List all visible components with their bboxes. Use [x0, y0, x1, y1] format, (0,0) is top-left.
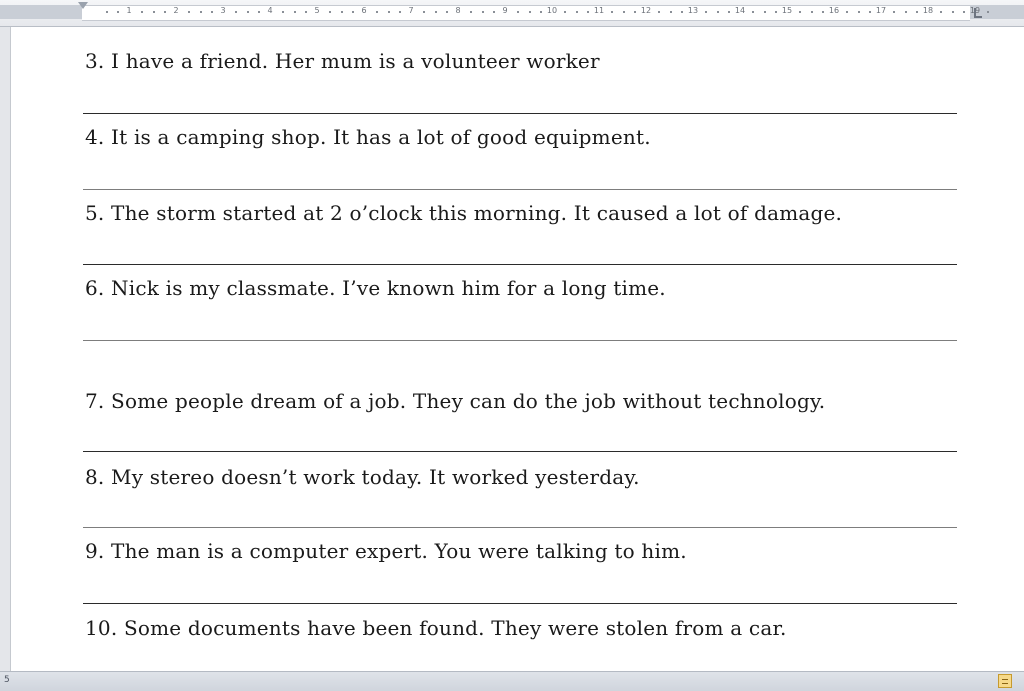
ruler-left-margin [0, 5, 82, 19]
question-5[interactable] [85, 201, 842, 225]
ruler-tick-mark [282, 11, 284, 13]
ruler-tick-mark [858, 11, 860, 13]
ruler-tick-mark [728, 11, 730, 13]
question-text: It is a camping shop. It has a lot of good equipment. [111, 125, 651, 149]
ruler-tick-mark [258, 11, 260, 13]
ruler-tick-label: 2 [173, 6, 179, 15]
ruler-tick-label: 17 [875, 6, 887, 15]
ruler-tick-mark [540, 11, 542, 13]
ruler-tick-mark [517, 11, 519, 13]
ruler-tick-mark [846, 11, 848, 13]
ruler-tick-mark [482, 11, 484, 13]
ruler-tick-mark [658, 11, 660, 13]
ruler-tick-mark [869, 11, 871, 13]
ruler-tick-label: 11 [593, 6, 605, 15]
ruler-tick-label: 16 [828, 6, 840, 15]
question-text: Some documents have been found. They were stolen from a car. [123, 616, 787, 640]
ruler-tick-mark [247, 11, 249, 13]
question-number: 6. [85, 276, 105, 300]
ruler-tick-mark [670, 11, 672, 13]
ruler-tick-mark [341, 11, 343, 13]
page-indicator[interactable]: 5 [4, 675, 10, 685]
question-text: The storm started at 2 o’clock this morning. It caused a lot of damage. [111, 201, 843, 225]
ruler-tick-label: 12 [640, 6, 652, 15]
ruler-tick-mark [200, 11, 202, 13]
question-text: I have a friend. Her mum is a volunteer worker [111, 49, 600, 73]
ruler-tick-label: 13 [687, 6, 699, 15]
question-number: 7. [85, 389, 105, 413]
question-number: 8. [85, 465, 105, 489]
ruler-tick-mark [811, 11, 813, 13]
ruler-tick-mark [905, 11, 907, 13]
ruler-tick-label: 14 [734, 6, 746, 15]
ruler-tick-label: 5 [314, 6, 320, 15]
question-number: 10. [85, 616, 118, 640]
question-number: 3. [85, 49, 105, 73]
ruler-tick-mark [352, 11, 354, 13]
ruler-tick-label: 19 [969, 6, 981, 15]
question-9[interactable] [85, 539, 687, 563]
status-bar [0, 671, 1024, 691]
ruler-tick-mark [305, 11, 307, 13]
ruler-tick-mark [211, 11, 213, 13]
ruler-tick-mark [446, 11, 448, 13]
ruler-tick-mark [775, 11, 777, 13]
ruler-tick-mark [435, 11, 437, 13]
ruler-tick-mark [470, 11, 472, 13]
ruler-tick-mark [388, 11, 390, 13]
vertical-ruler [0, 27, 11, 671]
ruler-tick-label: 7 [408, 6, 414, 15]
ruler-tick-mark [188, 11, 190, 13]
question-8[interactable] [85, 465, 640, 489]
ruler-tick-mark [681, 11, 683, 13]
ruler-tick-mark [493, 11, 495, 13]
question-4[interactable] [85, 125, 651, 149]
answer-line[interactable] [83, 264, 957, 265]
ruler-tick-mark [752, 11, 754, 13]
indent-marker-icon[interactable] [78, 2, 88, 9]
ruler-tick-label: 9 [502, 6, 508, 15]
ruler-tick-mark [916, 11, 918, 13]
ruler-tick-label: 15 [781, 6, 793, 15]
answer-line[interactable] [83, 113, 957, 114]
answer-line[interactable] [83, 451, 957, 452]
answer-line[interactable] [83, 340, 957, 341]
ruler-tick-mark [141, 11, 143, 13]
ruler-tick-mark [587, 11, 589, 13]
ruler-tick-mark [576, 11, 578, 13]
ruler-tick-mark [799, 11, 801, 13]
ruler-tick-mark [940, 11, 942, 13]
ruler-tick-mark [963, 11, 965, 13]
ruler-tick-label: 4 [267, 6, 273, 15]
ruler-tick-mark [623, 11, 625, 13]
question-10[interactable] [85, 616, 787, 640]
ruler-tick-mark [106, 11, 108, 13]
ruler-tick-mark [399, 11, 401, 13]
ruler-tick-mark [611, 11, 613, 13]
ruler-tick-mark [235, 11, 237, 13]
question-number: 5. [85, 201, 105, 225]
horizontal-ruler[interactable] [0, 0, 1024, 27]
ruler-tick-mark [634, 11, 636, 13]
ruler-tick-mark [117, 11, 119, 13]
view-mode-icon[interactable] [998, 674, 1012, 688]
ruler-tick-mark [329, 11, 331, 13]
answer-line[interactable] [83, 527, 957, 528]
ruler-tick-mark [423, 11, 425, 13]
document-page[interactable] [11, 27, 1024, 671]
ruler-tick-mark [153, 11, 155, 13]
question-7[interactable] [85, 389, 825, 413]
ruler-tick-mark [893, 11, 895, 13]
ruler-tick-mark [822, 11, 824, 13]
ruler-tick-label: 1 [126, 6, 132, 15]
ruler-tick-mark [529, 11, 531, 13]
ruler-tick-mark [564, 11, 566, 13]
ruler-tick-mark [952, 11, 954, 13]
ruler-tick-label: 18 [922, 6, 934, 15]
question-text: The man is a computer expert. You were talking to him. [111, 539, 687, 563]
question-text: Nick is my classmate. I’ve known him for a long time. [111, 276, 666, 300]
ruler-tick-mark [705, 11, 707, 13]
question-text: My stereo doesn’t work today. It worked yesterday. [111, 465, 640, 489]
ruler-tick-mark [376, 11, 378, 13]
ruler-tick-label: 8 [455, 6, 461, 15]
ruler-tick-mark [294, 11, 296, 13]
question-6[interactable] [85, 276, 666, 300]
ruler-tick-mark [987, 11, 989, 13]
answer-line[interactable] [83, 189, 957, 190]
ruler-tick-mark [717, 11, 719, 13]
ruler-tick-label: 10 [546, 6, 558, 15]
question-number: 9. [85, 539, 105, 563]
ruler-tick-label: 6 [361, 6, 367, 15]
ruler-tick-mark [764, 11, 766, 13]
question-number: 4. [85, 125, 105, 149]
ruler-tick-label: 3 [220, 6, 226, 15]
question-text: Some people dream of a job. They can do the job without technology. [111, 389, 826, 413]
question-3[interactable] [85, 49, 600, 73]
ruler-tick-mark [164, 11, 166, 13]
answer-line[interactable] [83, 603, 957, 604]
